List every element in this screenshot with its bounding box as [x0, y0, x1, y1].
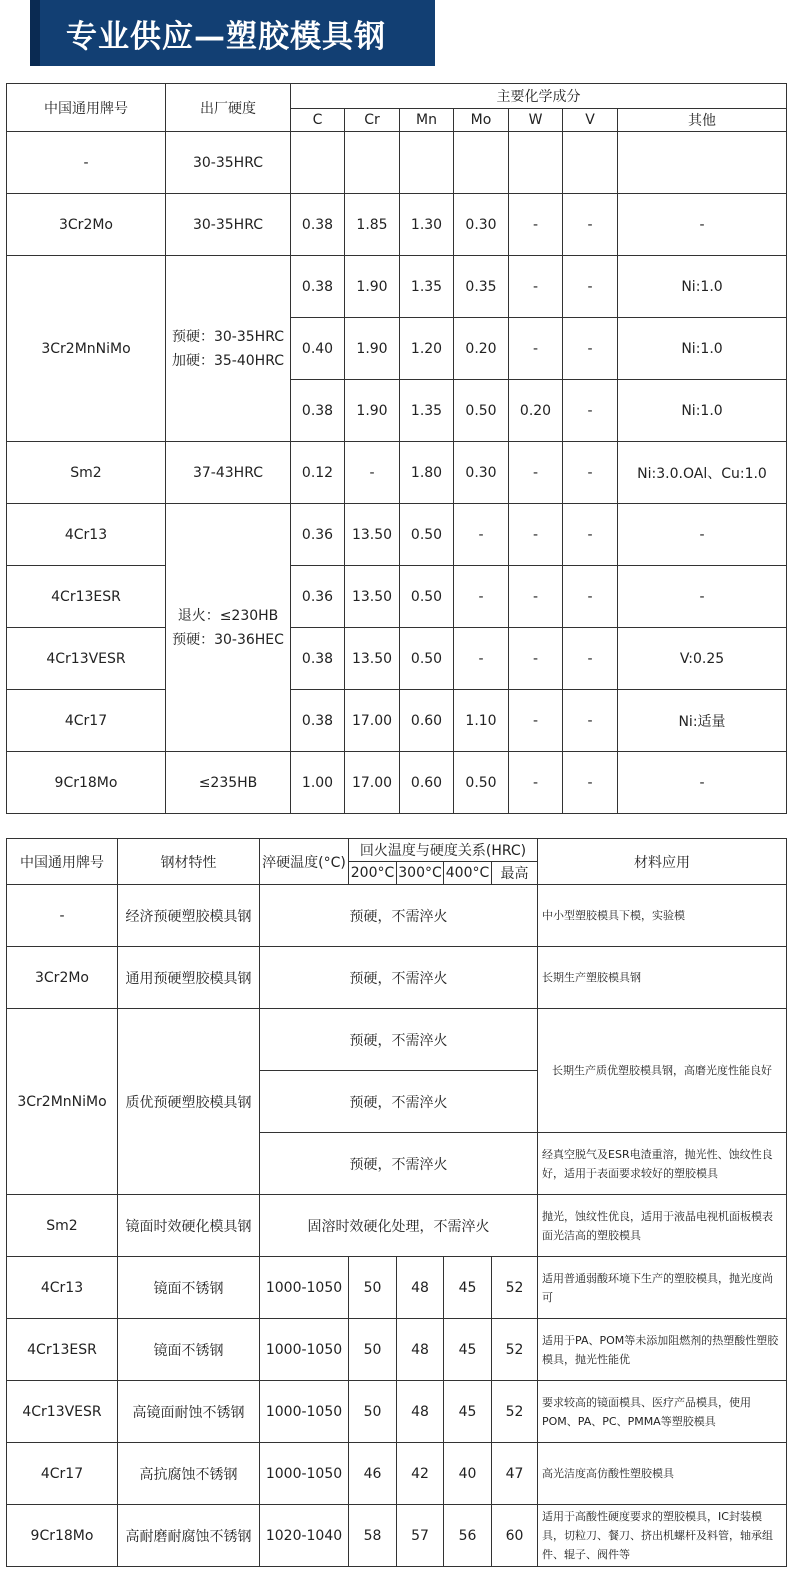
application-cell: 长期生产塑胶模具钢	[538, 947, 787, 1009]
element-v-cell: -	[563, 566, 618, 628]
element-mo-cell: 0.35	[454, 256, 509, 318]
grade-cell: 4Cr13VESR	[7, 1381, 118, 1443]
heat-treatment-table	[6, 838, 787, 1567]
quench-temp-cell: 1000-1050	[260, 1381, 349, 1443]
element-mn-cell: 1.35	[400, 380, 454, 442]
element-other-cell: V:0.25	[618, 628, 787, 690]
header-application: 材料应用	[538, 839, 787, 885]
element-w-cell: -	[509, 194, 563, 256]
element-w-cell: -	[509, 256, 563, 318]
table-row	[7, 566, 787, 628]
temper-400-cell: 45	[444, 1319, 492, 1381]
application-cell: 中小型塑胶模具下模，实验模	[538, 885, 787, 947]
quench-temp-cell: 1000-1050	[260, 1257, 349, 1319]
application-cell: 长期生产质优塑胶模具钢，高磨光度性能良好	[538, 1009, 787, 1133]
table-row	[7, 752, 787, 814]
table-row	[7, 885, 787, 947]
element-cr-cell: 13.50	[345, 628, 400, 690]
element-c-cell: 0.36	[291, 566, 345, 628]
element-c-cell: 0.38	[291, 628, 345, 690]
element-v-cell: -	[563, 318, 618, 380]
header-composition: 主要化学成分	[291, 84, 787, 109]
element-c-cell: 0.38	[291, 690, 345, 752]
quench-temp-cell: 1000-1050	[260, 1443, 349, 1505]
temper-300-cell: 48	[397, 1319, 444, 1381]
property-cell: 镜面不锈钢	[118, 1319, 260, 1381]
temper-400-cell: 45	[444, 1381, 492, 1443]
banner-accent-bar	[30, 0, 40, 66]
element-cr-cell: -	[345, 442, 400, 504]
element-w-cell	[509, 132, 563, 194]
temper-max-cell: 60	[492, 1505, 538, 1567]
element-other-cell: Ni:1.0	[618, 380, 787, 442]
element-mn-cell: 0.50	[400, 504, 454, 566]
element-other-cell: -	[618, 566, 787, 628]
header-property: 钢材特性	[118, 839, 260, 885]
temper-200-cell: 50	[349, 1319, 397, 1381]
grade-cell: 4Cr13ESR	[7, 566, 166, 628]
header-quench-temp: 淬硬温度(°C)	[260, 839, 349, 885]
header-element-mo: Mo	[454, 109, 509, 132]
hardness-line: 加硬：35-40HRC	[171, 352, 284, 369]
temper-200-cell: 46	[349, 1443, 397, 1505]
application-cell: 要求较高的镜面模具、医疗产品模具，使用POM、PA、PC、PMMA等塑胶模具	[538, 1381, 787, 1443]
application-cell: 抛光，蚀纹性优良，适用于液晶电视机面板模表面光洁高的塑胶模具	[538, 1195, 787, 1257]
temper-300-cell: 48	[397, 1257, 444, 1319]
grade-cell: 9Cr18Mo	[7, 1505, 118, 1567]
grade-cell: 4Cr13VESR	[7, 628, 166, 690]
temper-400-cell: 40	[444, 1443, 492, 1505]
element-cr-cell: 1.90	[345, 380, 400, 442]
grade-cell: 3Cr2Mo	[7, 947, 118, 1009]
temper-max-cell: 52	[492, 1257, 538, 1319]
element-v-cell: -	[563, 194, 618, 256]
property-cell: 高抗腐蚀不锈钢	[118, 1443, 260, 1505]
hardness-cell	[166, 504, 291, 752]
table-row	[7, 1195, 787, 1257]
temper-400-cell: 56	[444, 1505, 492, 1567]
header-temp-max: 最高	[492, 862, 538, 885]
quench-temp-cell: 1020-1040	[260, 1505, 349, 1567]
element-cr-cell: 1.85	[345, 194, 400, 256]
element-w-cell: -	[509, 442, 563, 504]
page-title: 专业供应—塑胶模具钢	[66, 18, 386, 55]
grade-cell: 3Cr2Mo	[7, 194, 166, 256]
element-c-cell: 0.12	[291, 442, 345, 504]
property-cell: 质优预硬塑胶模具钢	[118, 1009, 260, 1195]
element-cr-cell: 13.50	[345, 504, 400, 566]
header-temp-300: 300°C	[397, 862, 444, 885]
grade-cell: 4Cr13	[7, 504, 166, 566]
title-banner	[30, 0, 435, 66]
table-row	[7, 628, 787, 690]
element-other-cell: -	[618, 194, 787, 256]
property-cell: 镜面时效硬化模具钢	[118, 1195, 260, 1257]
property-cell: 通用预硬塑胶模具钢	[118, 947, 260, 1009]
element-other-cell: -	[618, 504, 787, 566]
grade-cell: -	[7, 885, 118, 947]
element-mn-cell: 0.50	[400, 628, 454, 690]
temper-300-cell: 42	[397, 1443, 444, 1505]
element-w-cell: -	[509, 628, 563, 690]
temper-200-cell: 50	[349, 1257, 397, 1319]
header-temp-400: 400°C	[444, 862, 492, 885]
element-mo-cell: 0.50	[454, 380, 509, 442]
table-row	[7, 1505, 787, 1567]
treatment-cell: 预硬，不需淬火	[260, 947, 538, 1009]
temper-200-cell: 50	[349, 1381, 397, 1443]
element-c-cell: 0.40	[291, 318, 345, 380]
element-mn-cell: 0.50	[400, 566, 454, 628]
element-c-cell: 1.00	[291, 752, 345, 814]
header-element-v: V	[563, 109, 618, 132]
grade-cell: 3Cr2MnNiMo	[7, 256, 166, 442]
element-v-cell: -	[563, 690, 618, 752]
hardness-cell: 37-43HRC	[166, 442, 291, 504]
element-mo-cell: -	[454, 566, 509, 628]
element-mn-cell: 1.80	[400, 442, 454, 504]
element-mn-cell: 1.30	[400, 194, 454, 256]
header-element-other: 其他	[618, 109, 787, 132]
hardness-line: 退火：≤230HB	[177, 607, 279, 624]
hardness-cell: ≤235HB	[166, 752, 291, 814]
temper-max-cell: 47	[492, 1443, 538, 1505]
element-mn-cell: 0.60	[400, 752, 454, 814]
element-mo-cell: 0.30	[454, 194, 509, 256]
element-cr-cell: 1.90	[345, 318, 400, 380]
grade-cell: Sm2	[7, 1195, 118, 1257]
element-c-cell	[291, 132, 345, 194]
element-w-cell: -	[509, 752, 563, 814]
table-row	[7, 1009, 787, 1071]
element-other-cell: Ni:3.0.OAl、Cu:1.0	[618, 442, 787, 504]
header-hardness: 出厂硬度	[166, 84, 291, 132]
table-row	[7, 256, 787, 318]
table-row	[7, 194, 787, 256]
element-c-cell: 0.38	[291, 256, 345, 318]
application-cell: 适用普通弱酸环境下生产的塑胶模具，抛光度尚可	[538, 1257, 787, 1319]
element-w-cell: -	[509, 690, 563, 752]
grade-cell: 3Cr2MnNiMo	[7, 1009, 118, 1195]
treatment-cell: 预硬，不需淬火	[260, 1133, 538, 1195]
element-w-cell: -	[509, 318, 563, 380]
element-mo-cell: 0.30	[454, 442, 509, 504]
table-row	[7, 132, 787, 194]
treatment-cell: 预硬，不需淬火	[260, 1009, 538, 1071]
element-cr-cell: 1.90	[345, 256, 400, 318]
element-v-cell: -	[563, 380, 618, 442]
element-other-cell	[618, 132, 787, 194]
element-other-cell: Ni:1.0	[618, 318, 787, 380]
application-cell: 适用于PA、POM等未添加阻燃剂的热塑酸性塑胶模具，抛光性能优	[538, 1319, 787, 1381]
treatment-cell: 预硬，不需淬火	[260, 885, 538, 947]
element-mn-cell	[400, 132, 454, 194]
header-element-cr: Cr	[345, 109, 400, 132]
composition-table	[6, 83, 787, 814]
table-row	[7, 504, 787, 566]
hardness-cell	[166, 256, 291, 442]
application-cell: 适用于高酸性硬度要求的塑胶模具，IC封装模具，切粒刀、餐刀、挤出机螺杆及料管，轴承组件、辊子、阀件等	[538, 1505, 787, 1567]
property-cell: 高耐磨耐腐蚀不锈钢	[118, 1505, 260, 1567]
temper-300-cell: 57	[397, 1505, 444, 1567]
grade-cell: 4Cr13ESR	[7, 1319, 118, 1381]
header-temp-200: 200°C	[349, 862, 397, 885]
element-mo-cell: -	[454, 628, 509, 690]
element-v-cell: -	[563, 442, 618, 504]
element-mo-cell: 1.10	[454, 690, 509, 752]
element-other-cell: Ni:1.0	[618, 256, 787, 318]
property-cell: 镜面不锈钢	[118, 1257, 260, 1319]
element-cr-cell: 17.00	[345, 752, 400, 814]
grade-cell: 4Cr17	[7, 690, 166, 752]
grade-cell: 4Cr17	[7, 1443, 118, 1505]
temper-200-cell: 58	[349, 1505, 397, 1567]
table-row	[7, 1319, 787, 1381]
table-row	[7, 1257, 787, 1319]
element-mo-cell: -	[454, 504, 509, 566]
hardness-cell: 30-35HRC	[166, 132, 291, 194]
element-mn-cell: 1.35	[400, 256, 454, 318]
table-row	[7, 1381, 787, 1443]
property-cell: 经济预硬塑胶模具钢	[118, 885, 260, 947]
element-c-cell: 0.38	[291, 194, 345, 256]
header-element-w: W	[509, 109, 563, 132]
temper-400-cell: 45	[444, 1257, 492, 1319]
element-v-cell: -	[563, 628, 618, 690]
table-row	[7, 442, 787, 504]
element-other-cell: Ni:适量	[618, 690, 787, 752]
element-v-cell	[563, 132, 618, 194]
treatment-cell: 预硬，不需淬火	[260, 1071, 538, 1133]
hardness-line: 预硬：30-36HEC	[172, 631, 284, 648]
temper-max-cell: 52	[492, 1381, 538, 1443]
quench-temp-cell: 1000-1050	[260, 1319, 349, 1381]
temper-max-cell: 52	[492, 1319, 538, 1381]
element-other-cell: -	[618, 752, 787, 814]
application-cell: 经真空脱气及ESR电渣重溶，抛光性、蚀纹性良好，适用于表面要求较好的塑胶模具	[538, 1133, 787, 1195]
table-row	[7, 947, 787, 1009]
element-cr-cell	[345, 132, 400, 194]
grade-cell: -	[7, 132, 166, 194]
header-grade: 中国通用牌号	[7, 839, 118, 885]
treatment-cell: 固溶时效硬化处理，不需淬火	[260, 1195, 538, 1257]
element-mn-cell: 0.60	[400, 690, 454, 752]
header-element-mn: Mn	[400, 109, 454, 132]
element-mo-cell	[454, 132, 509, 194]
element-w-cell: -	[509, 504, 563, 566]
table-row	[7, 690, 787, 752]
element-mo-cell: 0.20	[454, 318, 509, 380]
hardness-line: 预硬：30-35HRC	[171, 328, 284, 345]
hardness-cell: 30-35HRC	[166, 194, 291, 256]
property-cell: 高镜面耐蚀不锈钢	[118, 1381, 260, 1443]
application-cell: 高光洁度高仿酸性塑胶模具	[538, 1443, 787, 1505]
grade-cell: 9Cr18Mo	[7, 752, 166, 814]
element-mo-cell: 0.50	[454, 752, 509, 814]
header-grade: 中国通用牌号	[7, 84, 166, 132]
element-cr-cell: 17.00	[345, 690, 400, 752]
element-c-cell: 0.36	[291, 504, 345, 566]
element-w-cell: 0.20	[509, 380, 563, 442]
header-element-c: C	[291, 109, 345, 132]
element-cr-cell: 13.50	[345, 566, 400, 628]
element-v-cell: -	[563, 752, 618, 814]
element-w-cell: -	[509, 566, 563, 628]
header-temper: 回火温度与硬度关系(HRC)	[349, 839, 538, 862]
temper-300-cell: 48	[397, 1381, 444, 1443]
grade-cell: Sm2	[7, 442, 166, 504]
element-v-cell: -	[563, 256, 618, 318]
element-v-cell: -	[563, 504, 618, 566]
element-c-cell: 0.38	[291, 380, 345, 442]
element-mn-cell: 1.20	[400, 318, 454, 380]
grade-cell: 4Cr13	[7, 1257, 118, 1319]
table-row	[7, 1443, 787, 1505]
